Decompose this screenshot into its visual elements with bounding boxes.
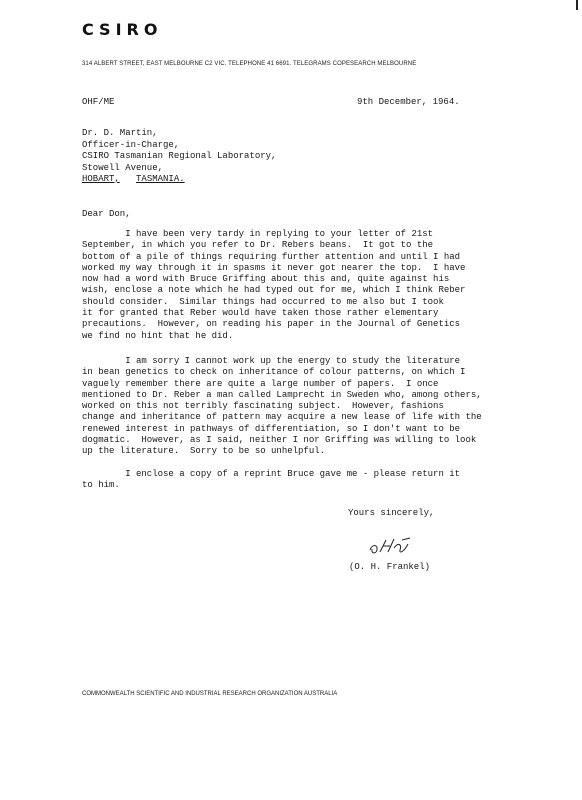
recipient-state: TASMANIA. bbox=[136, 174, 185, 184]
body-paragraph-2: I am sorry I cannot work up the energy to study the literature in bean genetics to check on inheritance of colour patterns, on which I vaguely remember there are quite a large number of papers. I once mentioned to Dr. Reber a man called Lamprecht in Sweden who, among others, worked on this not terribly fascinating subject. However, fashions change and inheritance of pattern may acquire a new lease of life with the renewed interest in pathways of differentiation, so I don't want to be dogmatic. However, as I said, neither I nor Griffing was willing to look up the literature. Sorry to be so unhelpful. bbox=[82, 356, 482, 457]
recipient-title: Officer-in-Charge, bbox=[82, 139, 180, 150]
closing: Yours sincerely, bbox=[348, 508, 435, 518]
letterhead-address: 314 ALBERT STREET, EAST MELBOURNE C2 VIC. TELEPHONE 41 6691. TELEGRAMS COPESEARCH MELBOURNE bbox=[82, 61, 417, 67]
recipient-street: Stowell Avenue, bbox=[82, 162, 164, 173]
letter-date: 9th December, 1964. bbox=[357, 97, 460, 107]
handwritten-signature bbox=[366, 530, 416, 560]
page-corner-mark bbox=[576, 0, 578, 10]
reference-code: OHF/ME bbox=[82, 97, 115, 107]
signatory-name: (O. H. Frankel) bbox=[349, 562, 431, 572]
recipient-address bbox=[82, 128, 276, 186]
recipient-city-line bbox=[82, 174, 276, 186]
footer-organisation: COMMONWEALTH SCIENTIFIC AND INDUSTRIAL RESEARCH ORGANIZATION AUSTRALIA bbox=[82, 691, 338, 697]
csiro-logo: CSIRO bbox=[82, 20, 163, 39]
salutation: Dear Don, bbox=[82, 209, 131, 219]
body-paragraph-1: I have been very tardy in replying to your letter of 21st September, in which you refer to Dr. Rebers beans. It got to the bottom of a pile of things requiring further attention and until I had worked my way through it in spasms it never got nearer the top. I have now had a word with Bruce Griffing about this and, quite against his wish, enclose a note which he had typed out for me, which I think Reber should consider. Similar things had occurred to me also but I took it for granted that Reber would have taken those rather elementary precautions. However, on reading his paper in the Journal of Genetics we find no hint that he did. bbox=[82, 229, 466, 341]
recipient-city: HOBART, bbox=[82, 174, 120, 184]
recipient-organisation: CSIRO Tasmanian Regional Laboratory, bbox=[82, 151, 277, 161]
body-paragraph-3: I enclose a copy of a reprint Bruce gave me - please return it to him. bbox=[82, 469, 461, 491]
recipient-name: Dr. D. Martin, bbox=[82, 128, 158, 138]
